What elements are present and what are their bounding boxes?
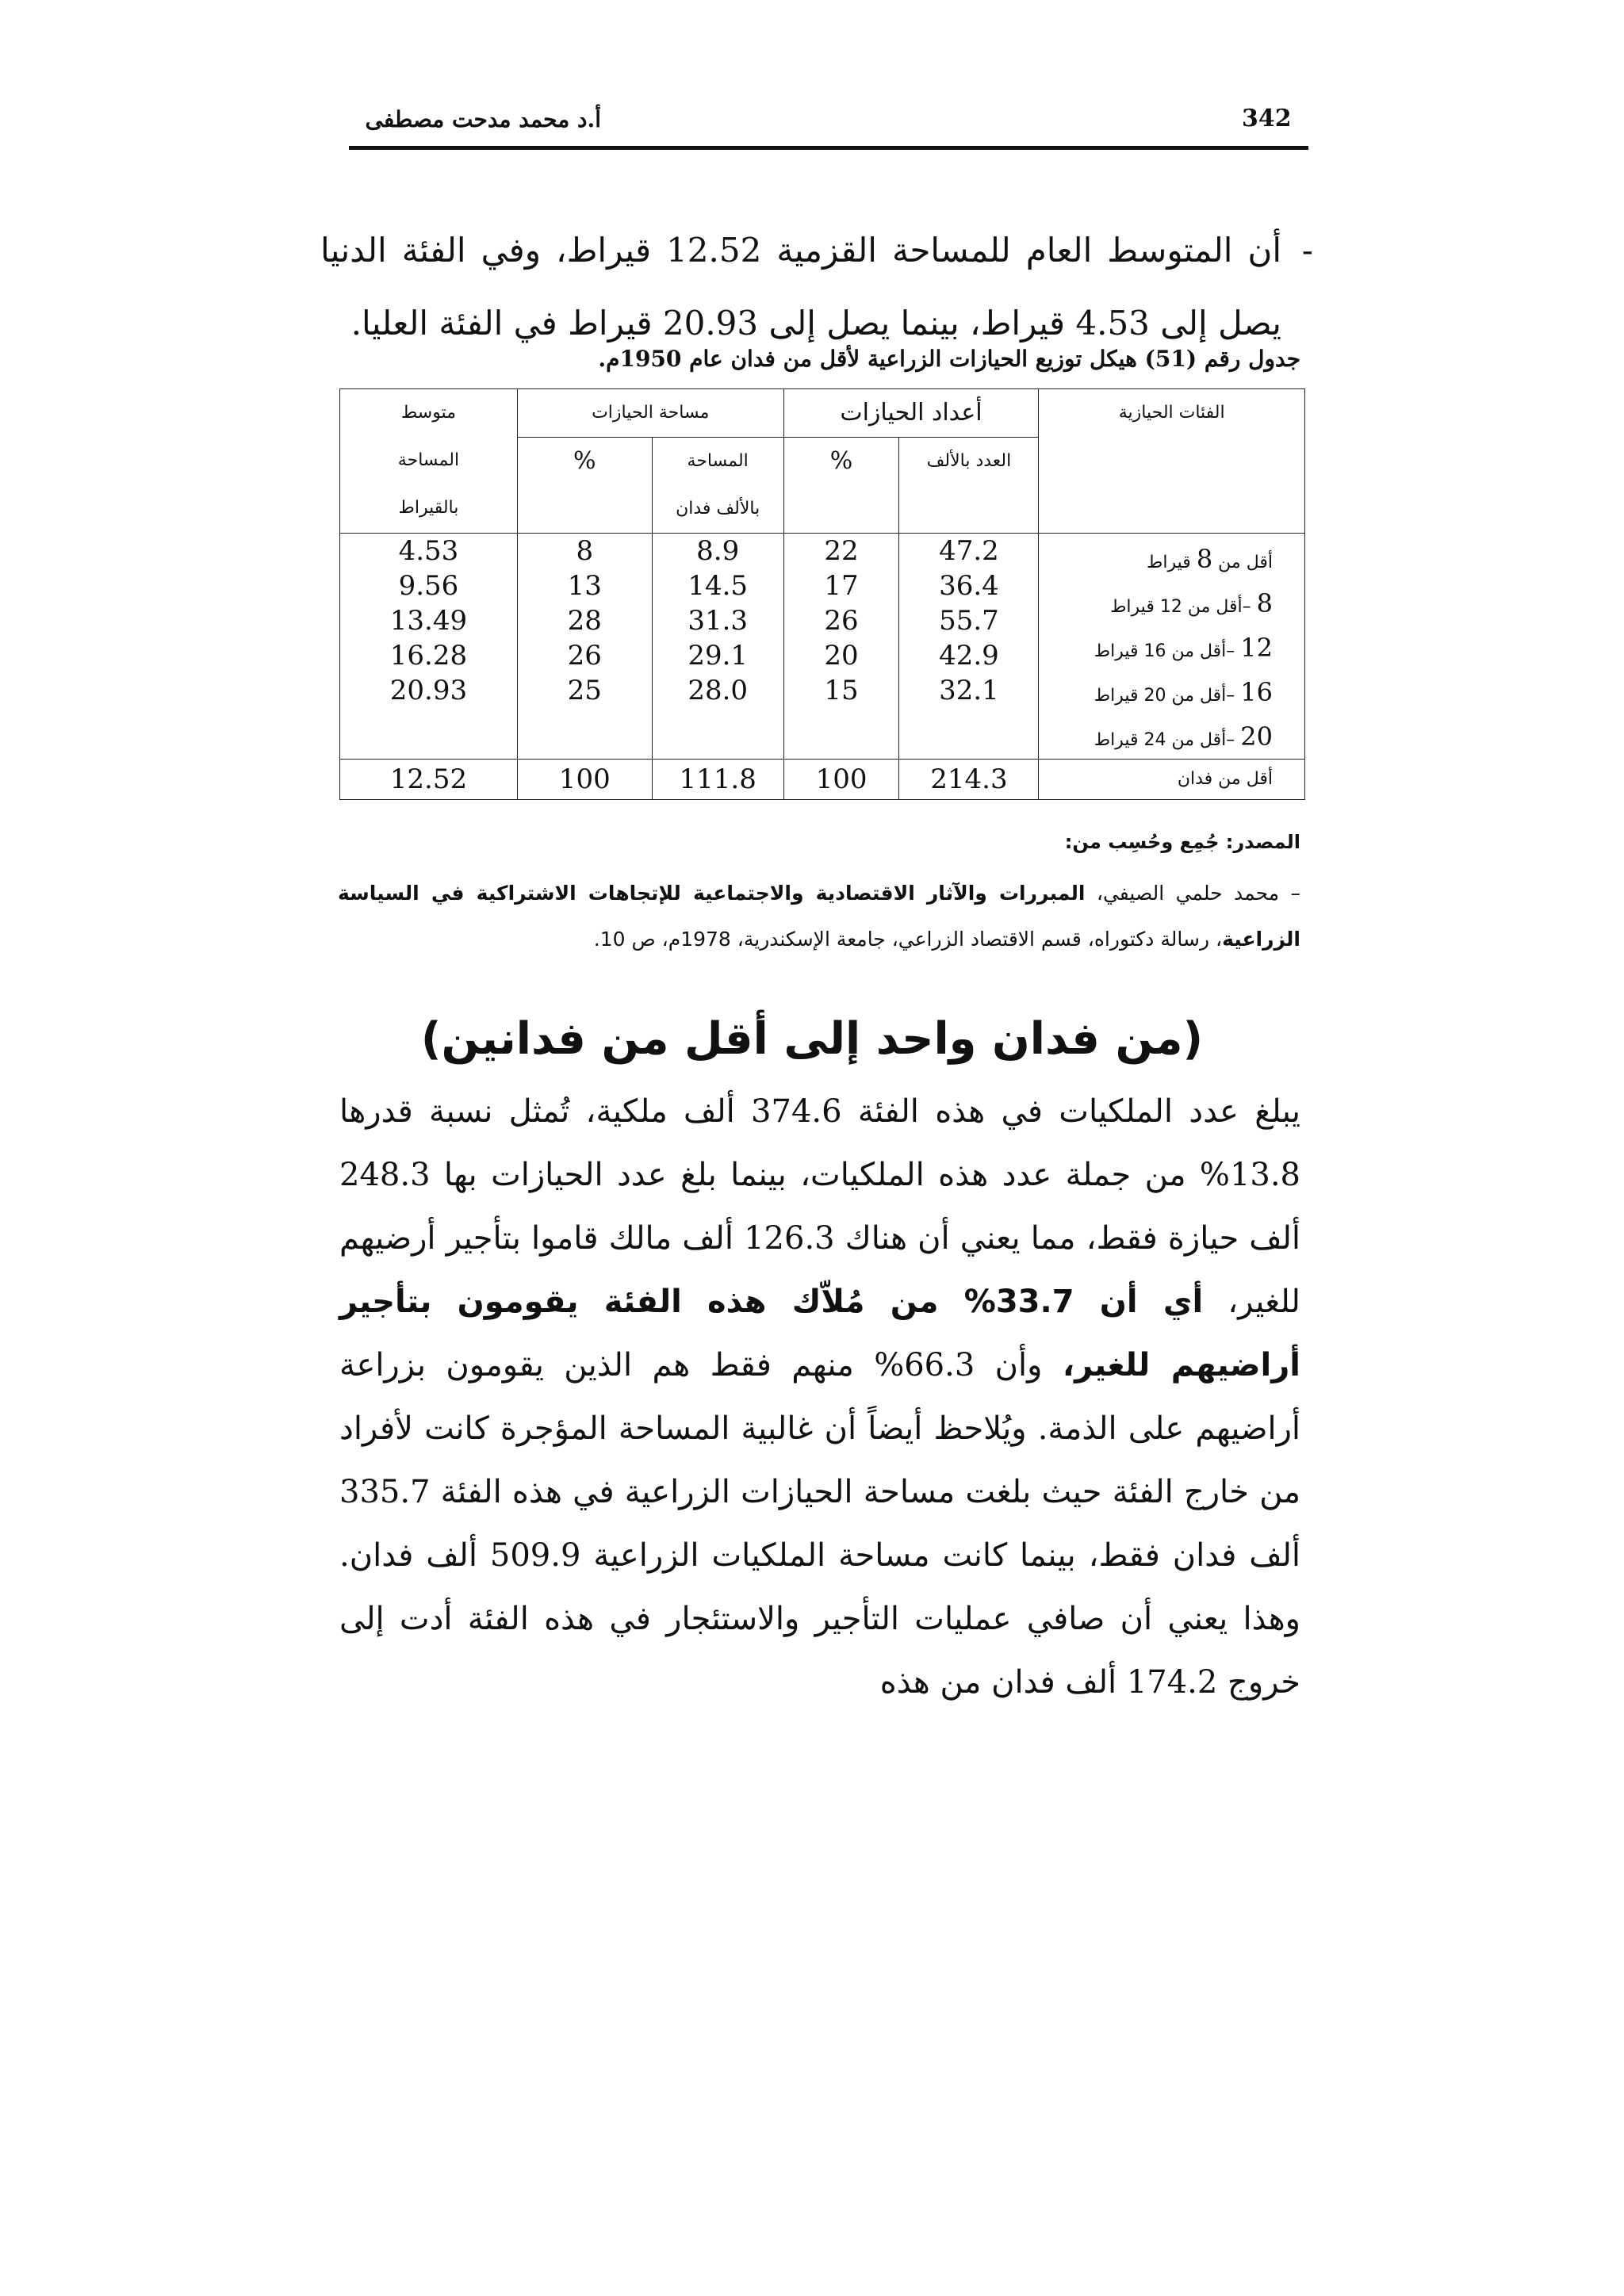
header-count-thousands: العدد بالألف bbox=[899, 438, 1039, 534]
header-area-thousands bbox=[652, 438, 783, 534]
area-value: 29.1 bbox=[688, 640, 749, 672]
area-pct-value: 8 bbox=[576, 535, 594, 567]
avg-value: 9.56 bbox=[398, 570, 459, 602]
header-area: مساحة الحيازات bbox=[517, 389, 783, 438]
count-pct-value: 20 bbox=[824, 640, 859, 672]
category-row: 12 –أقل من 16 قيراط bbox=[1094, 633, 1273, 663]
avg-value: 16.28 bbox=[389, 640, 468, 672]
area-value: 31.3 bbox=[688, 605, 749, 637]
categories-column bbox=[1039, 534, 1305, 760]
header-categories: الفئات الحيازية bbox=[1039, 389, 1305, 534]
header-count-pct: % bbox=[783, 438, 899, 534]
author-name: أ.د محمد مدحت مصطفى bbox=[365, 106, 601, 132]
avg-column bbox=[340, 534, 518, 760]
area-value: 28.0 bbox=[688, 675, 749, 706]
category-row: 16 –أقل من 20 قيراط bbox=[1094, 677, 1273, 707]
count-column bbox=[899, 534, 1039, 760]
area-column bbox=[652, 534, 783, 760]
count-pct-value: 15 bbox=[824, 675, 859, 706]
area-pct-value: 25 bbox=[567, 675, 602, 706]
category-row: 20 –أقل من 24 قيراط bbox=[1094, 721, 1273, 752]
avg-value: 20.93 bbox=[389, 675, 468, 706]
count-pct-value: 26 bbox=[824, 605, 859, 637]
header-area-pct: % bbox=[517, 438, 652, 534]
count-value: 47.2 bbox=[939, 535, 999, 567]
bullet-mark: - bbox=[1301, 231, 1313, 270]
header-area-line2: بالألف فدان bbox=[676, 499, 760, 519]
total-label: أقل من فدان bbox=[1039, 760, 1305, 800]
avg-value: 4.53 bbox=[398, 535, 459, 567]
holdings-table bbox=[339, 388, 1305, 800]
source-details: ، رسالة دكتوراه، قسم الاقتصاد الزراعي، جامعة الإسكندرية، 1978م، ص 10. bbox=[593, 928, 1223, 951]
area-pct-column bbox=[517, 534, 652, 760]
body-emphasis: أي أن 33.7% من مُلاّك هذه الفئة يقومون بتأجير أراضيهم للغير، bbox=[339, 1284, 1301, 1383]
count-value: 32.1 bbox=[939, 675, 999, 706]
bullet-paragraph bbox=[320, 214, 1313, 360]
source-title: المبررات والآثار الاقتصادية والاجتماعية للإتجاهات الاشتراكية في السياسة الزراعية bbox=[338, 882, 1300, 951]
area-pct-value: 26 bbox=[567, 640, 602, 672]
page-number: 342 bbox=[1242, 105, 1292, 132]
source-author: – محمد حلمي الصيفي، bbox=[1085, 882, 1300, 905]
area-value: 14.5 bbox=[688, 570, 749, 602]
count-pct-column bbox=[783, 534, 899, 760]
category-row: 8 –أقل من 12 قيراط bbox=[1110, 588, 1273, 618]
avg-value: 13.49 bbox=[389, 605, 468, 637]
header-avg bbox=[340, 389, 518, 534]
header-area-line1: المساحة bbox=[687, 451, 749, 471]
table-caption: جدول رقم (51) هيكل توزيع الحيازات الزراعية لأقل من فدان عام 1950م. bbox=[598, 346, 1300, 372]
body-text: يبلغ عدد الملكيات في هذه الفئة 374.6 ألف ملكية، تُمثل نسبة قدرها 13.8% من جملة عدد هذه الملكيات، بينما بلغ عدد الحيازات بها 248.3 ألف حيازة فقط، مما يعني أن هناك 126.3 ألف مالك قاموا بتأجير أرضيهم للغير، bbox=[339, 1093, 1300, 1320]
body-text: وأن 66.3% منهم فقط هم الذين يقومون بزراعة أراضيهم على الذمة. ويُلاحظ أيضاً أن غالبية المساحة المؤجرة كانت لأفراد من خارج الفئة حيث بلغت مساحة الحيازات الزراعية في هذه الفئة 335.7 ألف فدان فقط، بينما كانت مساحة الملكيات الزراعية 509.9 ألف فدان. وهذا يعني أن صافي عمليات التأجير والاستئجار في هذه الفئة أدت إلى خروج 174.2 ألف فدان من هذه bbox=[339, 1347, 1301, 1701]
count-value: 55.7 bbox=[939, 605, 999, 637]
total-area-pct: 100 bbox=[517, 760, 652, 800]
count-value: 36.4 bbox=[939, 570, 999, 602]
count-value: 42.9 bbox=[939, 640, 999, 672]
header-holdings-count: أعداد الحيازات bbox=[783, 389, 1039, 438]
total-count-pct: 100 bbox=[783, 760, 899, 800]
count-pct-value: 22 bbox=[824, 535, 859, 567]
area-pct-value: 28 bbox=[567, 605, 602, 637]
header-rule bbox=[349, 146, 1308, 150]
header-avg-line1: متوسط bbox=[400, 403, 456, 423]
area-pct-value: 13 bbox=[567, 570, 602, 602]
total-row bbox=[340, 760, 1305, 800]
total-avg: 12.52 bbox=[340, 760, 518, 800]
count-pct-value: 17 bbox=[824, 570, 859, 602]
header-avg-line2: المساحة bbox=[397, 450, 460, 470]
category-row: أقل من 8 قيراط bbox=[1147, 544, 1273, 574]
source-label: المصدر: جُمِع وحُسِب من: bbox=[1064, 831, 1300, 853]
bullet-text: أن المتوسط العام للمساحة القزمية 12.52 قيراط، وفي الفئة الدنيا يصل إلى 4.53 قيراط، بينما يصل إلى 20.93 قيراط في الفئة العليا. bbox=[320, 231, 1281, 342]
header-avg-line3: بالقيراط bbox=[398, 498, 459, 518]
total-area: 111.8 bbox=[652, 760, 783, 800]
body-paragraph bbox=[339, 1080, 1300, 1714]
total-count: 214.3 bbox=[899, 760, 1039, 800]
section-title: (من فدان واحد إلى أقل من فدانين) bbox=[420, 1013, 1204, 1065]
area-value: 8.9 bbox=[696, 535, 740, 567]
source-citation bbox=[338, 871, 1300, 962]
